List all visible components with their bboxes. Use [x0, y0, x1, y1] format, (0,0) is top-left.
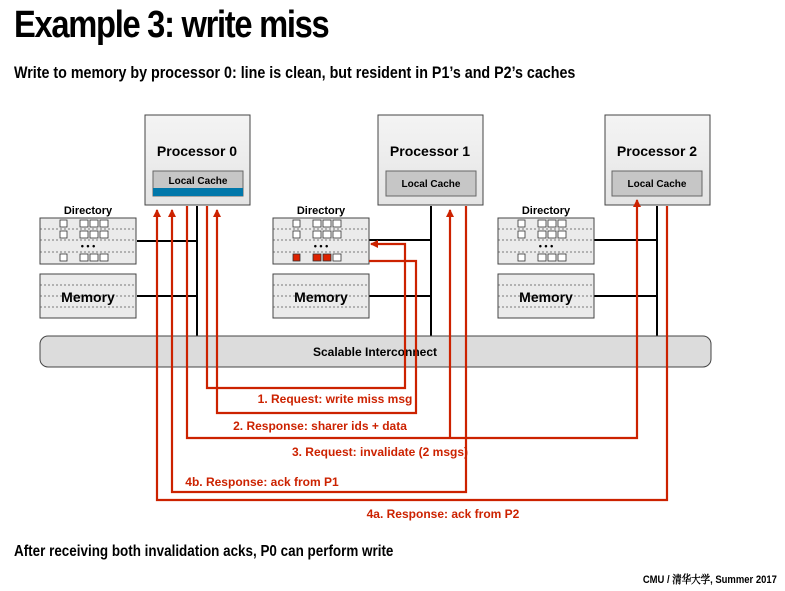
node-1	[273, 115, 483, 318]
slide-credit: CMU / 清华大学, Summer 2017	[642, 574, 777, 586]
msg-4a-label: 4a. Response: ack from P2	[366, 507, 520, 521]
local-cache-1-label: Local Cache	[401, 179, 461, 190]
slide-footer-note: After receiving both invalidation acks, P0 can perform write	[14, 543, 394, 560]
local-cache-2-label: Local Cache	[627, 179, 687, 190]
interconnect-label: Scalable Interconnect	[312, 345, 438, 359]
memory-2-label: Memory	[519, 289, 573, 305]
slide-title: Example 3: write miss	[14, 4, 329, 46]
directory-entry-state	[293, 254, 300, 261]
processor-1-label: Processor 1	[389, 143, 471, 159]
slide-subtitle: Write to memory by processor 0: line is clean, but resident in P1’s and P2’s caches	[14, 63, 576, 82]
directory-0-label: Directory	[63, 205, 113, 217]
presence-bit-p2	[323, 254, 331, 261]
svg-text:• • •: • • •	[80, 241, 96, 251]
memory-1-label: Memory	[294, 289, 348, 305]
local-cache-0-label: Local Cache	[168, 176, 228, 187]
node-0	[40, 115, 250, 318]
node-2	[498, 115, 710, 318]
presence-bit-p1	[313, 254, 321, 261]
svg-text:• • •: • • •	[313, 241, 329, 251]
processor-0-label: Processor 0	[156, 143, 238, 159]
directory-1-label: Directory	[296, 205, 346, 217]
msg-1-label: 1. Request: write miss msg	[257, 392, 413, 406]
msg-4b-label: 4b. Response: ack from P1	[185, 475, 339, 489]
cache-line-valid	[153, 188, 243, 196]
msg-2-label: 2. Response: sharer ids + data	[233, 419, 407, 433]
memory-0-label: Memory	[61, 289, 115, 305]
svg-text:• • •: • • •	[538, 241, 554, 251]
directory-2-label: Directory	[521, 205, 571, 217]
msg-3-label: 3. Request: invalidate (2 msgs)	[291, 445, 469, 459]
processor-2-label: Processor 2	[616, 143, 698, 159]
message-labels	[185, 392, 519, 521]
